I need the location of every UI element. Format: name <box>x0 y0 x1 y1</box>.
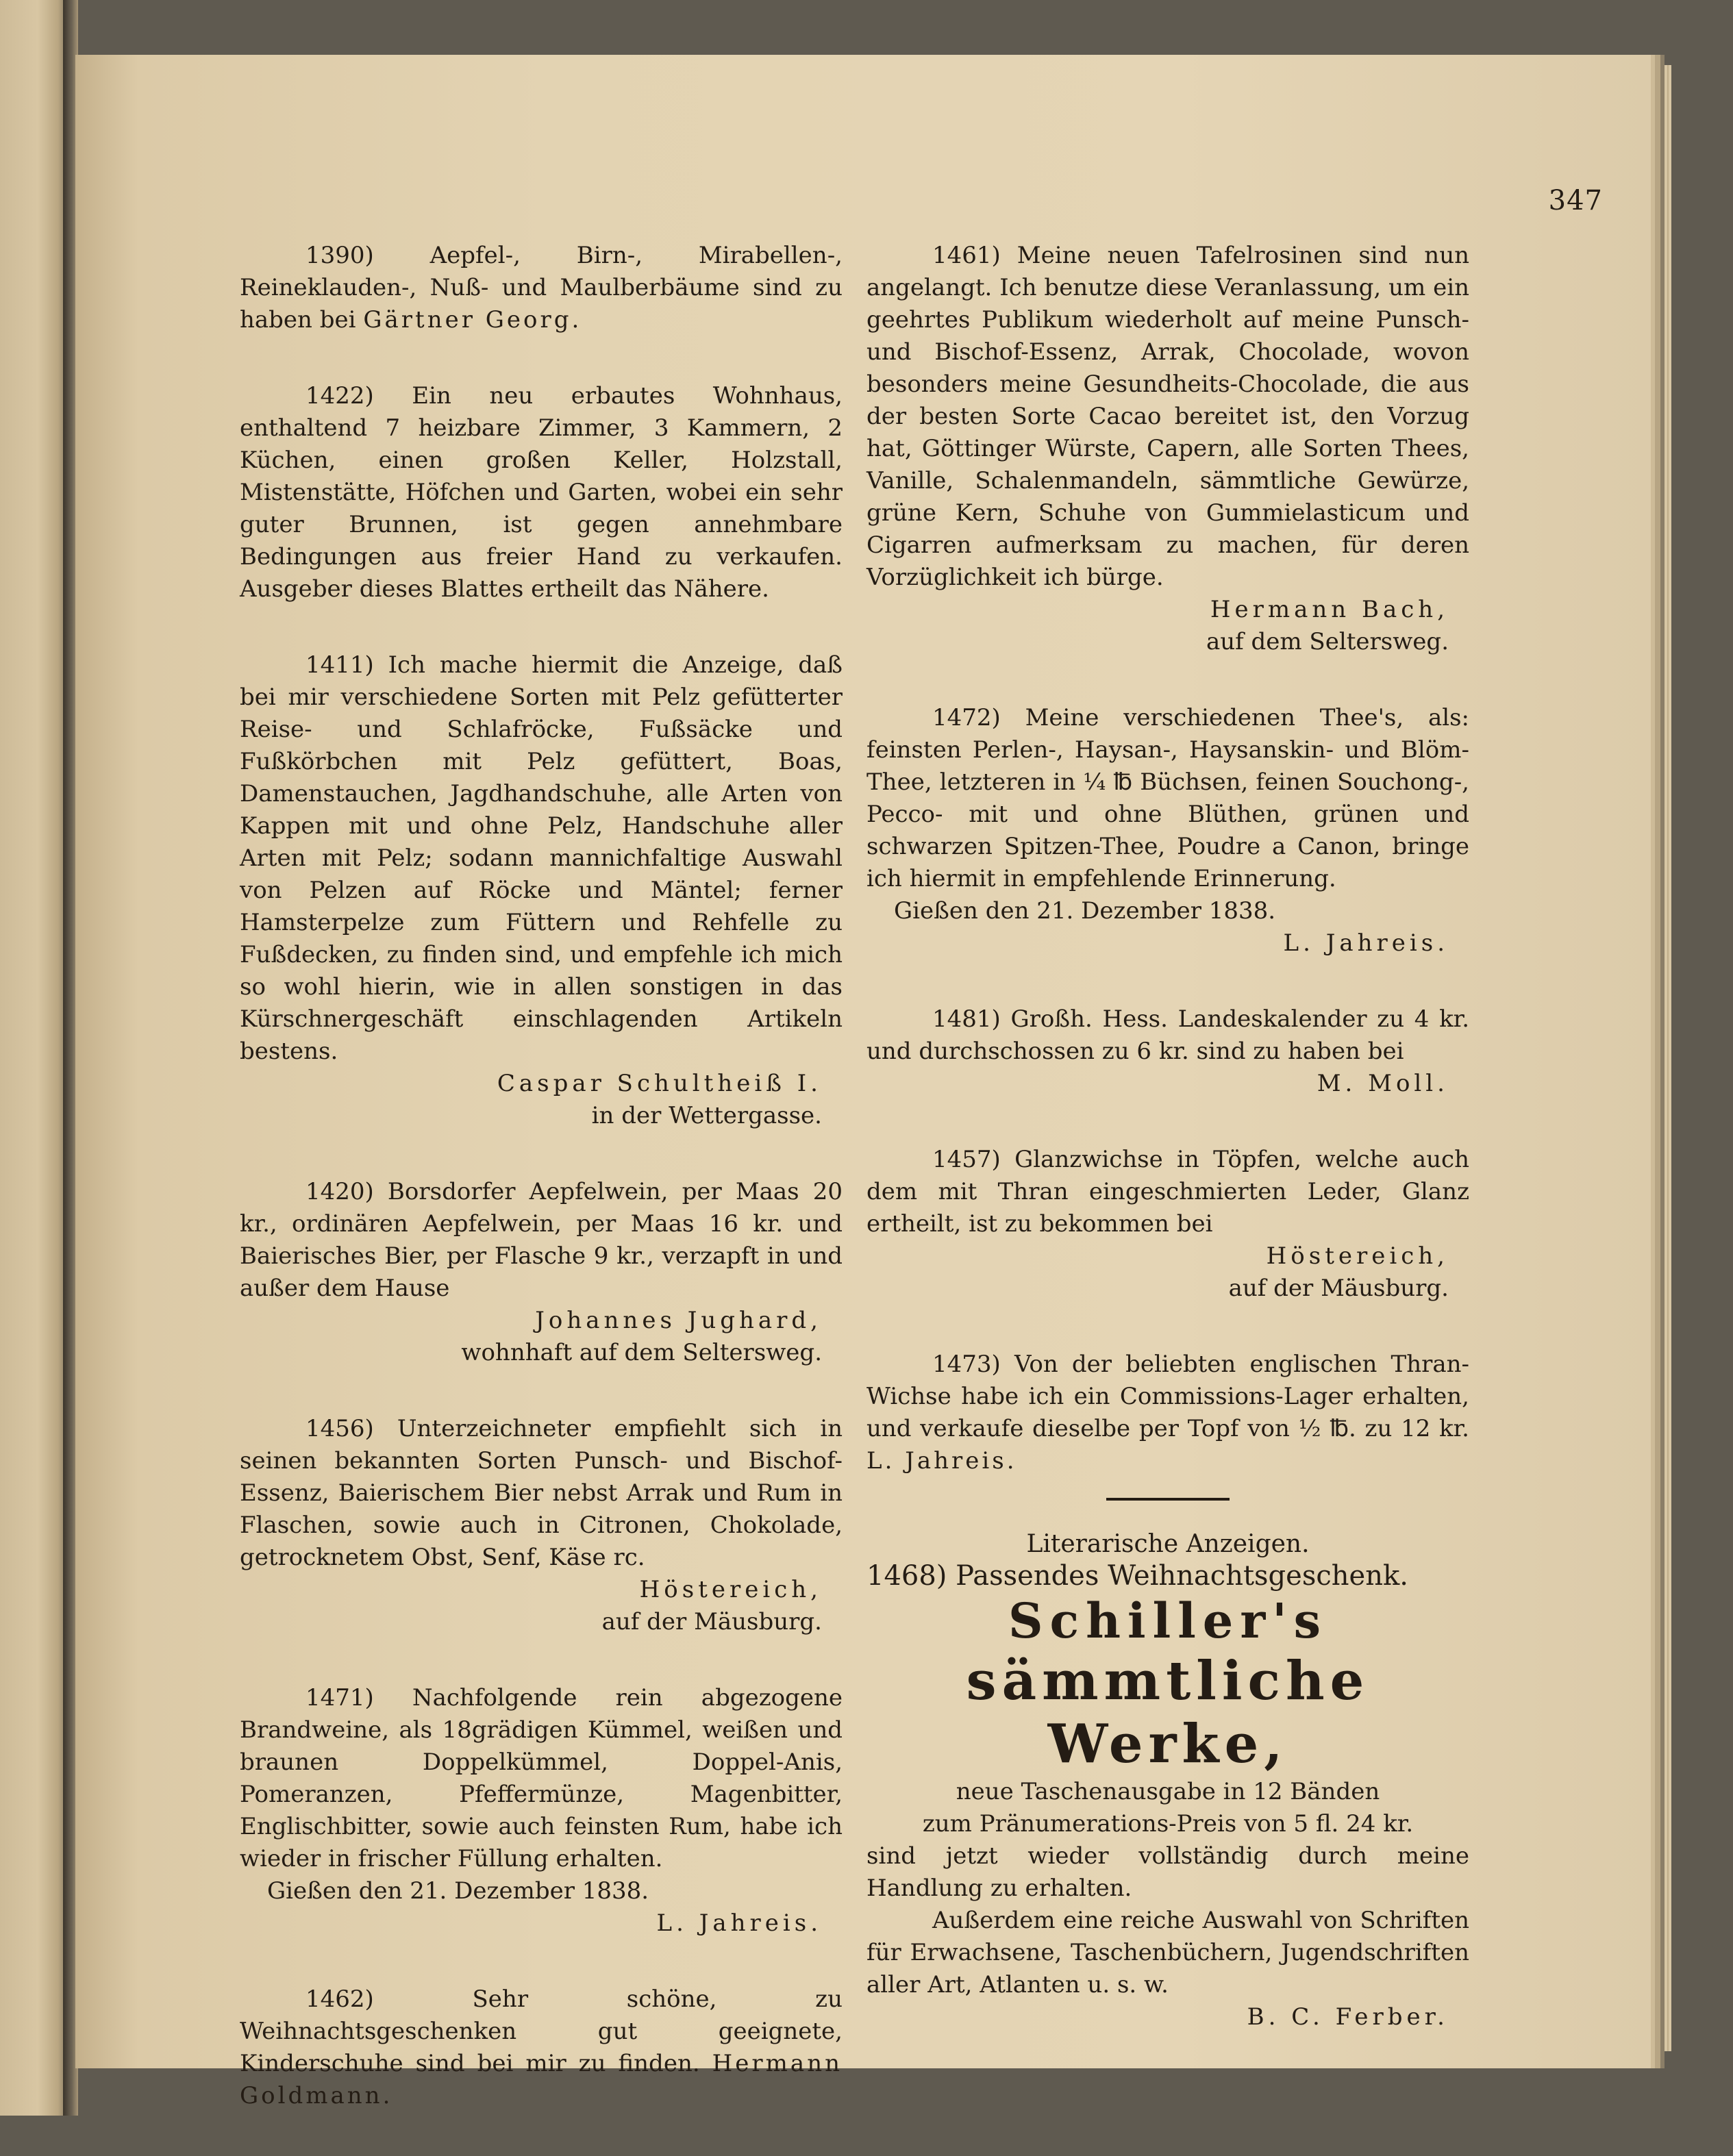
advertisement-1457 <box>866 1144 1469 1305</box>
ad-text: Sehr schöne, zu Weihnachtsgeschenken gut geeignete, Kinderschuhe sind bei mir zu finden. <box>240 1985 843 2077</box>
ad-number: 1411) <box>306 651 374 679</box>
ad-text: Glanzwichse in Töpfen, welche auch dem mit Thran eingeschmierten Leder, Glanz ertheilt, ist zu bekommen bei <box>866 1146 1469 1238</box>
book-availability: sind jetzt wieder vollständig durch meine Handlung zu erhalten. <box>866 1842 1469 1902</box>
ad-body <box>240 1413 843 1574</box>
ad-text: Borsdorfer Aepfelwein, per Maas 20 kr., ordinären Aepfelwein, per Maas 16 kr. und Baierisches Bier, per Flasche 9 kr., verzapft in und außer dem Hause <box>240 1178 843 1302</box>
ad-body <box>866 240 1469 594</box>
right-column <box>866 240 1469 2033</box>
ad-signer: Caspar Schultheiß I. <box>497 1070 822 1097</box>
ad-text: Großh. Hess. Landeskalender zu 4 kr. und durchschossen zu 6 kr. sind zu haben bei <box>866 1005 1470 1065</box>
ad-number: 1422) <box>306 382 374 410</box>
ad-signature: Hermann Goldmann. <box>240 2050 843 2109</box>
ad-number: 1390) <box>306 242 374 269</box>
ad-body <box>240 240 843 336</box>
ad-number: 1420) <box>306 1178 374 1205</box>
ad-date: Gießen den 21. Dezember 1838. <box>267 1877 649 1905</box>
ad-text: Ein neu erbautes Wohnhaus, enthaltend 7 heizbare Zimmer, 3 Kammern, 2 Küchen, einen großen Keller, Holzstall, Mistenstätte, Höfchen und Garten, wobei ein sehr guter Brunnen, ist gegen annehmbare Bedingungen aus freier Hand zu verkaufen. Ausgeber dieses Blattes ertheilt das Nähere. <box>240 382 843 603</box>
ad-address: auf der Mäusburg. <box>601 1608 822 1635</box>
previous-page-edge <box>0 0 68 2116</box>
ad-address: in der Wettergasse. <box>591 1102 822 1129</box>
ad-number: 1457) <box>932 1146 1001 1173</box>
book-title-line1: Schiller's <box>1008 1592 1328 1649</box>
section-divider <box>1106 1498 1230 1501</box>
advertisement-1461 <box>866 240 1469 658</box>
ad-text: Meine verschiedenen Thee's, als: feinsten Perlen-, Haysan-, Haysanskin- und Blöm-Thee, letzteren in ¼ ℔ Büchsen, feinen Souchong-, Pecco- mit und ohne Blüthen, grünen und schwarzen Spitzen-Thee, Poudre a Canon, bringe ich hiermit in empfehlende Erinnerung. <box>866 704 1470 892</box>
advertisement-1422 <box>240 380 843 605</box>
advertisement-1473 <box>866 1349 1469 1477</box>
ad-body <box>240 1176 843 1305</box>
literary-announcements <box>866 1528 1469 2033</box>
ad-number: 1456) <box>306 1415 374 1442</box>
ad-signer: Höstereich, <box>639 1576 822 1603</box>
book-edition: neue Taschenausgabe in 12 Bänden <box>956 1778 1380 1805</box>
ad-signer: Johannes Jughard, <box>535 1307 822 1334</box>
advertisement-1472 <box>866 702 1469 960</box>
book-additional: Außerdem eine reiche Auswahl von Schriften für Erwachsene, Taschenbüchern, Jugendschriften aller Art, Atlanten u. s. w. <box>866 1907 1469 1998</box>
ad-signer: L. Jahreis. <box>656 1909 822 1937</box>
book-signer: B. C. Ferber. <box>1247 2003 1449 2031</box>
ad-body <box>240 1682 843 1875</box>
left-column <box>240 240 843 2156</box>
ad-number: 1481) <box>932 1005 1001 1033</box>
advertisement-1456 <box>240 1413 843 1638</box>
ad-signer: Höstereich, <box>1266 1242 1449 1270</box>
heading-text: Passendes Weihnachtsgeschenk. <box>956 1560 1408 1592</box>
ad-text: Aepfel-, Birn-, Mirabellen-, Reineklauden-, Nuß- und Maulberbäume sind zu haben bei <box>240 242 843 334</box>
advertisement-1481 <box>866 1003 1469 1100</box>
ad-signature: L. Jahreis. <box>866 1447 1017 1475</box>
advertisement-1390 <box>240 240 843 336</box>
ad-text: Von der beliebten englischen Thran-Wichse habe ich ein Commissions-Lager erhalten, und verkaufe dieselbe per Topf von ½ ℔. zu 12 kr. <box>866 1351 1470 1442</box>
book-price: zum Pränumerations-Preis von 5 fl. 24 kr. <box>922 1810 1414 1838</box>
book-title-line2: sämmtliche Werke, <box>966 1650 1370 1775</box>
ad-body <box>866 1144 1469 1240</box>
page-number: 347 <box>1548 185 1603 216</box>
ad-text: Unterzeichneter empfiehlt sich in seinen bekannten Sorten Punsch- und Bischof-Essenz, Baierischem Bier nebst Arrak und Rum in Flaschen, sowie auch in Citronen, Chokolade, getrocknetem Obst, Senf, Käse rc. <box>240 1415 843 1571</box>
ad-date: Gießen den 21. Dezember 1838. <box>894 897 1276 925</box>
ad-body <box>866 702 1469 895</box>
ad-number: 1468) <box>866 1560 947 1592</box>
ad-number: 1473) <box>932 1351 1001 1378</box>
advertisement-1471 <box>240 1682 843 1940</box>
literary-heading <box>866 1560 1469 1592</box>
ad-text: Ich mache hiermit die Anzeige, daß bei mir verschiedene Sorten mit Pelz gefütterter Reise- und Schlafröcke, Fußsäcke und Fußkörbchen mit Pelz gefüttert, Boas, Damenstauchen, Jagdhandschuhe, alle Arten von Kappen mit und ohne Pelz, Handschuhe aller Arten mit Pelz; sodann mannichfaltige Auswahl von Pelzen auf Röcke und Mäntel; ferner Hamsterpelze zum Füttern und Rehfelle zu Fußdecken, zu finden sind, und empfehle ich mich so wohl hierin, wie in allen sonstigen in das Kürschnergeschäft einschlagenden Artikeln bestens. <box>240 651 843 1065</box>
ad-body <box>240 1983 843 2112</box>
ad-signer: L. Jahreis. <box>1283 929 1449 957</box>
ad-signer: Hermann Bach, <box>1210 596 1449 623</box>
ad-number: 1471) <box>306 1684 374 1712</box>
advertisement-1420 <box>240 1176 843 1369</box>
ad-body <box>866 1349 1469 1477</box>
ad-number: 1461) <box>932 242 1001 269</box>
ad-body <box>240 380 843 605</box>
advertisement-1411 <box>240 649 843 1132</box>
advertisement-1462 <box>240 1983 843 2112</box>
ad-signer: M. Moll. <box>1317 1070 1449 1097</box>
ad-number: 1462) <box>306 1985 374 2013</box>
ad-text: Meine neuen Tafelrosinen sind nun angelangt. Ich benutze diese Veranlassung, um ein geehrtes Publikum wiederholt auf meine Punsch- und Bischof-Essenz, Arrak, Chocolade, wovon besonders meine Gesundheits-Chocolade, die aus der besten Sorte Cacao bereitet ist, den Vorzug hat, Göttinger Würste, Capern, alle Sorten Thees, Vanille, Schalenmandeln, sämmtliche Gewürze, grüne Kern, Schuhe von Gummielasticum und Cigarren aufmerksam zu machen, für deren Vorzüglichkeit ich bürge. <box>866 242 1469 591</box>
ad-text: Nachfolgende rein abgezogene Brandweine, als 18grädigen Kümmel, weißen und braunen Doppelkümmel, Doppel-Anis, Pomeranzen, Pfeffermünze, Magenbitter, Englischbitter, sowie auch feinsten Rum, habe ich wieder in frischer Füllung erhalten. <box>240 1684 843 1872</box>
section-title: Literarische Anzeigen. <box>1026 1530 1310 1558</box>
ad-address: wohnhaft auf dem Seltersweg. <box>461 1339 822 1366</box>
ad-signature: Gärtner Georg. <box>363 306 582 334</box>
ad-body <box>240 649 843 1068</box>
ad-body <box>866 1003 1469 1068</box>
ad-address: auf der Mäusburg. <box>1228 1275 1449 1302</box>
ad-number: 1472) <box>932 704 1001 731</box>
ad-address: auf dem Seltersweg. <box>1206 628 1449 655</box>
